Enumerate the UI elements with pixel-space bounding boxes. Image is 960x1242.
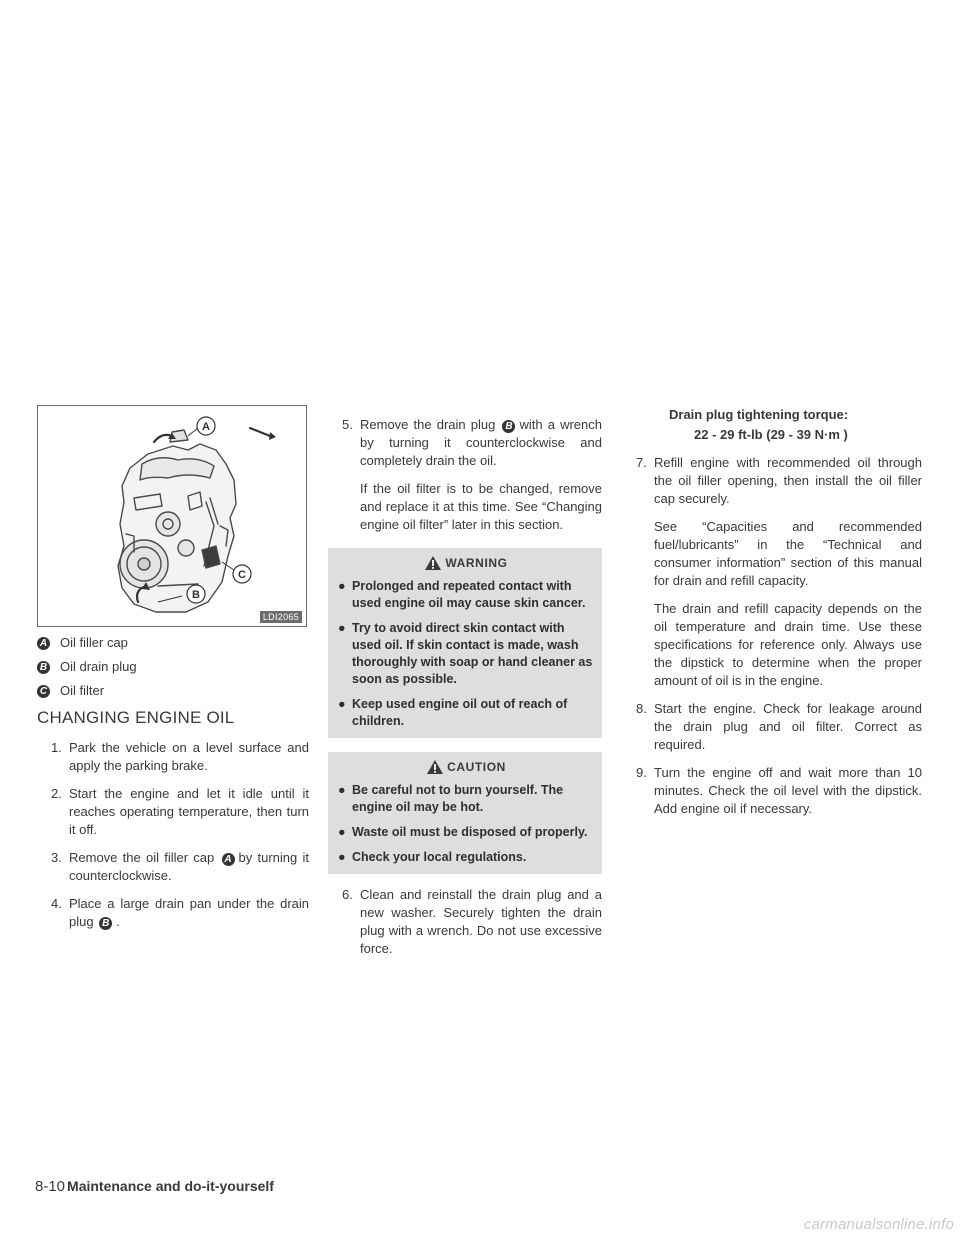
step-8: 8. Start the engine. Check for leakage around the drain plug and oil filter. Correct as required. [636, 701, 922, 752]
page-footer [35, 1177, 274, 1196]
warning-item: ● Prolonged and repeated contact with used engine oil may cause skin cancer. [338, 579, 586, 610]
caution-item: ● Be careful not to burn yourself. The engine oil may be hot. [338, 783, 564, 814]
engine-illustration [38, 406, 306, 626]
column-middle [328, 406, 602, 968]
legend-text: Oil filler cap [60, 635, 128, 650]
bullet-icon: ● [338, 621, 346, 635]
bullet-icon: ● [338, 850, 346, 864]
bullet-icon: ● [338, 697, 346, 711]
callout-a [197, 417, 215, 435]
column-right [622, 406, 922, 828]
step-2: 2. Start the engine and let it idle until it reaches operating temperature, then turn it off. [51, 786, 309, 837]
engine-figure [37, 405, 307, 627]
bullet-icon: ● [338, 825, 346, 839]
step-7: 7. Refill engine with recommended oil through the oil filler opening, then install the oil filler cap securely. See “Capacities and recommended fuel/lubricants” in the “Technical and consumer information” section of this manual for drain and refill capacity. The drain and refill capacity depends on the oil temperature and drain time. Use these specifications for reference only. Always use the dipstick to determine when the proper amount of oil is in the engine. [636, 455, 922, 688]
caution-item: ● Check your local regulations. [338, 850, 527, 864]
step-1: 1. Park the vehicle on a level surface and apply the parking brake. [51, 740, 309, 773]
warning-triangle-icon [424, 555, 442, 571]
warning-item: ● Keep used engine oil out of reach of children. [338, 697, 568, 728]
circle-letter-a-icon: A [222, 853, 235, 866]
caution-triangle-icon [426, 759, 444, 775]
step-9: 9. Turn the engine off and wait more than 10 minutes. Check the oil level with the dipstick. Add engine oil if necessary. [636, 765, 922, 816]
svg-text:C: C [238, 569, 246, 581]
figure-code: LDI2065 [260, 611, 302, 623]
legend-item [37, 655, 309, 679]
step-6: 6. Clean and reinstall the drain plug and a new washer. Securely tighten the drain plug with a wrench. Do not use excessive force. [342, 887, 602, 956]
figure-legend [37, 631, 309, 703]
circle-letter-b-icon: B [37, 661, 50, 674]
circle-letter-c-icon: C [37, 685, 50, 698]
torque-value: 22 - 29 ft-lb (29 - 39 N·m ) [694, 427, 848, 442]
legend-text: Oil filter [60, 683, 105, 698]
callout-b [187, 585, 205, 603]
footer-title: Maintenance and do-it-yourself [67, 1178, 274, 1194]
step-4: 4. Place a large drain pan under the drain plug B . [51, 896, 309, 929]
step-5: 5. Remove the drain plug B with a wrench by turning it counterclockwise and completely drain the oil. If the oil filter is to be changed, remove and replace it at this time. See “Changing engine oil filter” later in this section. [342, 417, 602, 532]
torque-label: Drain plug tightening torque: [669, 407, 849, 422]
bullet-icon: ● [338, 579, 346, 593]
legend-item [37, 679, 309, 703]
bullet-icon: ● [338, 783, 346, 797]
circle-letter-b-icon: B [502, 420, 515, 433]
warning-box [328, 548, 602, 738]
circle-letter-a-icon: A [37, 637, 50, 650]
legend-text: Oil drain plug [60, 659, 137, 674]
caution-box [328, 752, 602, 874]
page-number: 8-10 [35, 1178, 66, 1195]
circle-letter-b-icon: B [99, 917, 112, 930]
legend-item [37, 631, 309, 655]
caution-item: ● Waste oil must be disposed of properly. [338, 825, 588, 839]
step-3: 3. Remove the oil filler cap A by turning it counterclockwise. [51, 850, 309, 883]
watermark: carmanualsonline.info [803, 1216, 954, 1233]
warning-item: ● Try to avoid direct skin contact with used oil. If skin contact is made, wash thoroughly with soap or hand cleaner as soon as possible. [338, 621, 593, 686]
svg-text:B: B [192, 589, 200, 601]
section-title: CHANGING ENGINE OIL [37, 708, 235, 727]
warning-header: WARNING [336, 554, 596, 572]
svg-text:A: A [202, 421, 210, 433]
callout-c [233, 565, 251, 583]
caution-header: CAUTION [336, 758, 596, 776]
column-left [37, 405, 309, 941]
